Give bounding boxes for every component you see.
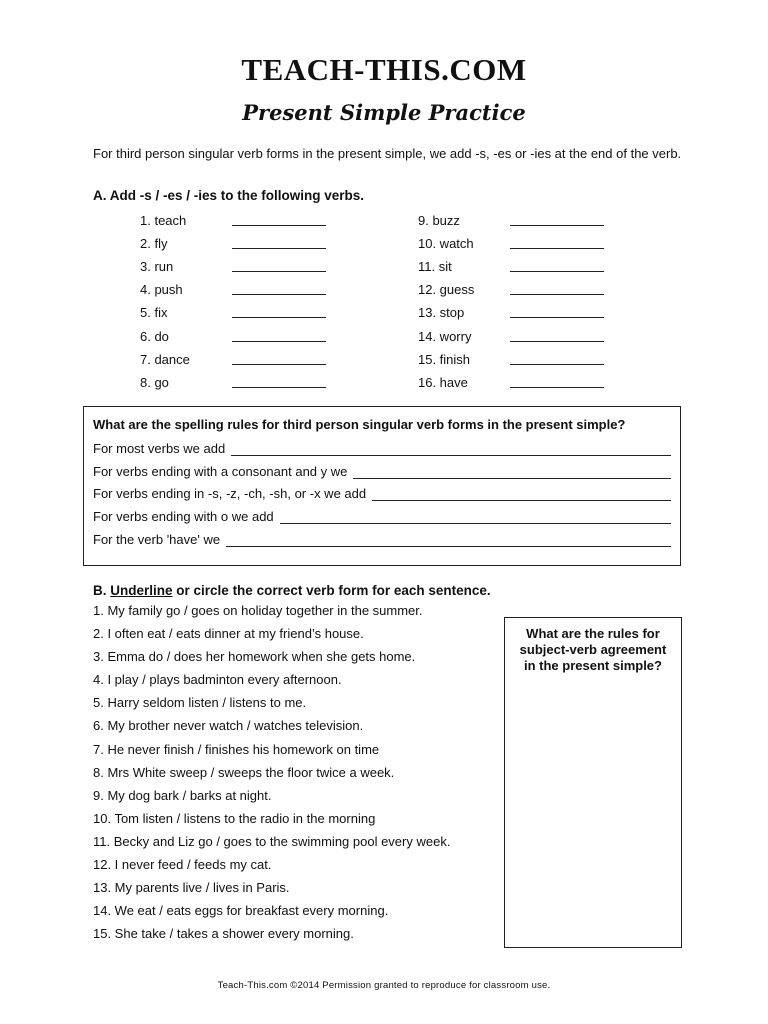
sentence-item[interactable]: 5. Harry seldom listen / listens to me.: [93, 695, 307, 711]
rule-answer-line[interactable]: [372, 488, 671, 501]
answer-blank[interactable]: [510, 215, 604, 226]
answer-blank[interactable]: [232, 215, 326, 226]
verb-item: [140, 232, 326, 255]
verb-item: [418, 209, 604, 232]
sentence-item[interactable]: 3. Emma do / does her homework when she gets home.: [93, 649, 416, 665]
sentence-item[interactable]: 9. My dog bark / barks at night.: [93, 787, 272, 803]
verb-item: [418, 301, 604, 324]
answer-blank[interactable]: [232, 261, 326, 272]
verb-item: [418, 278, 604, 301]
rule-label: For verbs ending with o we add: [93, 509, 274, 524]
answer-blank[interactable]: [510, 261, 604, 272]
intro-text: For third person singular verb forms in the present simple, we add -s, -es or -ies at the end of the verb.: [93, 146, 682, 161]
answer-blank[interactable]: [510, 238, 604, 249]
verb-item: [418, 324, 604, 347]
sentence-item[interactable]: 14. We eat / eats eggs for breakfast every morning.: [93, 903, 389, 919]
verb-item: [140, 301, 326, 324]
verb-label: 14. worry: [418, 328, 472, 344]
verb-label: 15. finish: [418, 351, 471, 367]
answer-blank[interactable]: [510, 354, 604, 365]
sentence-item[interactable]: 11. Becky and Liz go / goes to the swimming pool every week.: [93, 833, 451, 849]
sentence-item[interactable]: 6. My brother never watch / watches television.: [93, 718, 364, 734]
site-title: TEACH-THIS.COM: [241, 52, 527, 87]
answer-blank[interactable]: [510, 331, 604, 342]
page-title: Present Simple Practice: [242, 100, 526, 125]
sentence-item[interactable]: 8. Mrs White sweep / sweeps the floor twice a week.: [93, 764, 395, 780]
answer-blank[interactable]: [232, 377, 326, 388]
verb-item: [418, 348, 604, 371]
rule-answer-line[interactable]: [231, 443, 671, 456]
rule-label: For most verbs we add: [93, 441, 226, 456]
answer-blank[interactable]: [232, 331, 326, 342]
section-b-underlined: Underline: [110, 583, 173, 598]
rule-label: For the verb 'have' we: [93, 532, 221, 547]
verb-item: [140, 348, 326, 371]
answer-blank[interactable]: [510, 377, 604, 388]
subject-verb-rules-box[interactable]: [504, 617, 682, 948]
answer-blank[interactable]: [510, 284, 604, 295]
answer-blank[interactable]: [232, 284, 326, 295]
sentence-item[interactable]: 15. She take / takes a shower every morning.: [93, 926, 354, 942]
sv-box-title-line: What are the rules for: [526, 626, 660, 641]
verb-label: 5. fix: [140, 305, 168, 321]
section-b-heading: [93, 583, 491, 598]
verb-item: [140, 278, 326, 301]
verb-label: 1. teach: [140, 213, 187, 229]
sv-box-title-line: subject-verb agreement: [519, 642, 667, 657]
rules-question: What are the spelling rules for third person singular verb forms in the present simple?: [93, 417, 626, 432]
verb-label: 7. dance: [140, 351, 190, 367]
verb-list-left: [140, 209, 326, 394]
rule-answer-line[interactable]: [226, 534, 671, 547]
footer-text: Teach-This.com ©2014 Permission granted to reproduce for classroom use.: [217, 980, 551, 991]
rule-line: [93, 463, 671, 479]
sentence-item[interactable]: 10. Tom listen / listens to the radio in the morning: [93, 810, 376, 826]
section-a-heading: A. Add -s / -es / -ies to the following verbs.: [93, 188, 365, 203]
verb-label: 6. do: [140, 328, 169, 344]
verb-label: 10. watch: [418, 236, 474, 252]
verb-label: 13. stop: [418, 305, 465, 321]
verb-item: [140, 371, 326, 394]
verb-label: 11. sit: [418, 259, 452, 275]
verb-label: 16. have: [418, 374, 468, 390]
verb-item: [140, 324, 326, 347]
sentence-item[interactable]: 1. My family go / goes on holiday together in the summer.: [93, 603, 423, 618]
sentence-item[interactable]: 12. I never feed / feeds my cat.: [93, 857, 272, 873]
sentence-item[interactable]: 4. I play / plays badminton every afternoon.: [93, 672, 342, 688]
rule-line: [93, 485, 671, 501]
rule-answer-line[interactable]: [353, 466, 671, 479]
section-b-suffix: or circle the correct verb form for each sentence.: [172, 583, 491, 598]
sentence-item[interactable]: 7. He never finish / finishes his homework on time: [93, 741, 380, 757]
rule-line: [93, 508, 671, 524]
answer-blank[interactable]: [232, 307, 326, 318]
sentence-list: [93, 603, 450, 949]
spelling-rules-box: [83, 406, 681, 566]
answer-blank[interactable]: [510, 307, 604, 318]
verb-label: 12. guess: [418, 282, 475, 298]
verb-label: 8. go: [140, 374, 169, 390]
rule-line: [93, 531, 671, 547]
rule-line: [93, 440, 671, 456]
verb-item: [140, 209, 326, 232]
verb-item: [418, 371, 604, 394]
verb-item: [418, 232, 604, 255]
answer-blank[interactable]: [232, 238, 326, 249]
section-b-prefix: B.: [93, 583, 111, 598]
verb-label: 4. push: [140, 282, 183, 298]
verb-label: 2. fly: [140, 236, 168, 252]
rule-label: For verbs ending with a consonant and y we: [93, 464, 348, 479]
rule-label: For verbs ending in -s, -z, -ch, -sh, or -x we add: [93, 486, 367, 501]
answer-blank[interactable]: [232, 354, 326, 365]
verb-label: 9. buzz: [418, 213, 460, 229]
sv-box-title-line: in the present simple?: [524, 658, 662, 673]
verb-item: [140, 255, 326, 278]
verb-list-right: [418, 209, 604, 394]
sentence-item[interactable]: 2. I often eat / eats dinner at my friend’s house.: [93, 626, 364, 642]
sentence-item[interactable]: 13. My parents live / lives in Paris.: [93, 880, 290, 896]
verb-label: 3. run: [140, 259, 174, 275]
rule-answer-line[interactable]: [280, 511, 671, 524]
verb-item: [418, 255, 604, 278]
